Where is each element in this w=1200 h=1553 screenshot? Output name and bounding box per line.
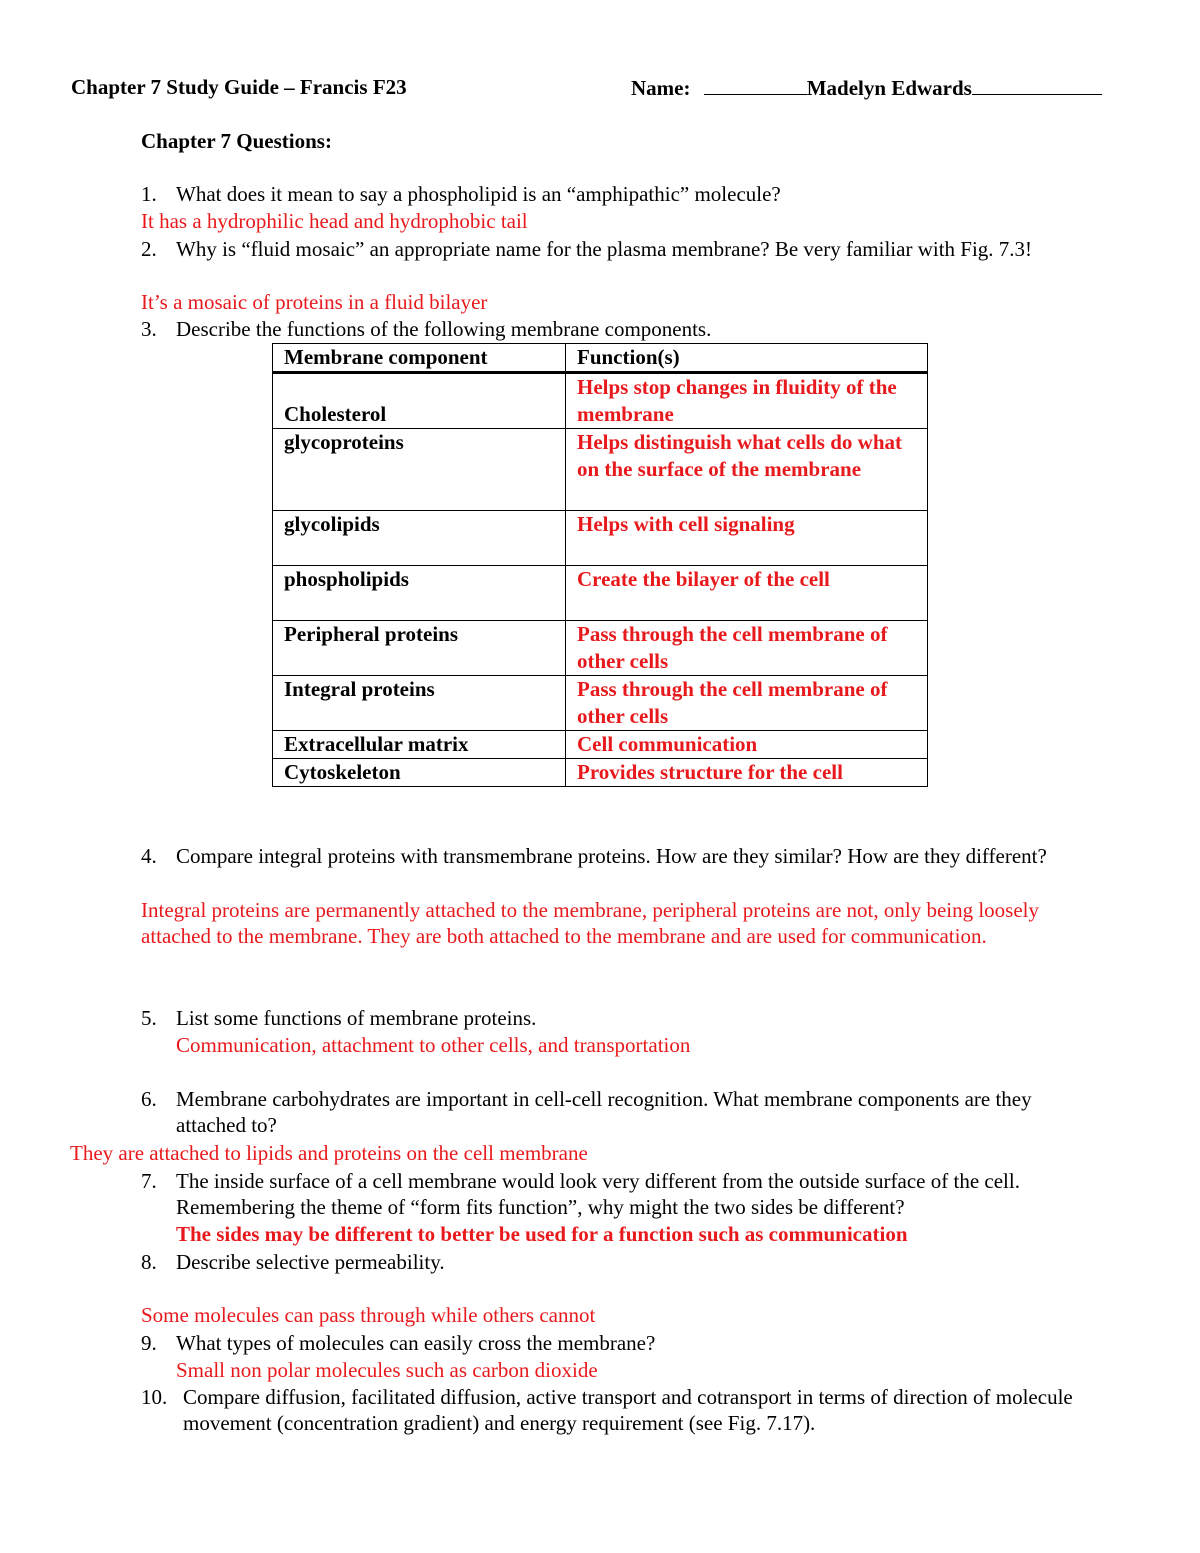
table-cell-function: Helps distinguish what cells do what on the surface of the membrane — [566, 429, 928, 511]
table-cell-function: Helps stop changes in fluidity of the membrane — [566, 373, 928, 429]
table-row — [273, 566, 928, 621]
section-title: Chapter 7 Questions: — [141, 129, 332, 153]
table-header-row — [273, 344, 928, 373]
name-underline-right — [972, 74, 1102, 95]
answer-2: It’s a mosaic of proteins in a fluid bilayer — [141, 290, 488, 314]
answer-6: They are attached to lipids and proteins on the cell membrane — [70, 1141, 588, 1165]
table-cell-component: Cytoskeleton — [273, 759, 566, 787]
table-cell-component: Extracellular matrix — [273, 731, 566, 759]
answer-5: Communication, attachment to other cells, and transportation — [176, 1033, 691, 1057]
answer-8: Some molecules can pass through while others cannot — [141, 1303, 596, 1327]
table-cell-function: Cell communication — [566, 731, 928, 759]
table-cell-component: glycolipids — [273, 511, 566, 566]
answer-4: Integral proteins are permanently attached to the membrane, peripheral proteins are not, only being loosely attached to the membrane. They are both attached to the membrane and are used for communication. — [141, 898, 1040, 948]
table-row — [273, 731, 928, 759]
table-cell-function: Provides structure for the cell — [566, 759, 928, 787]
table-header-function: Function(s) — [566, 344, 928, 373]
table-row — [273, 676, 928, 731]
name-field[interactable] — [631, 74, 1102, 101]
answer-7: The sides may be different to better be used for a function such as communication — [176, 1222, 908, 1246]
table-cell-function: Pass through the cell membrane of other cells — [566, 676, 928, 731]
name-label: Name: — [631, 76, 691, 100]
table-cell-component: glycoproteins — [273, 429, 566, 511]
table-cell-function: Create the bilayer of the cell — [566, 566, 928, 621]
answer-1: It has a hydrophilic head and hydrophobic tail — [141, 209, 528, 233]
table-row — [273, 759, 928, 787]
table-row — [273, 621, 928, 676]
name-value: Madelyn Edwards — [806, 76, 972, 100]
table-cell-function: Helps with cell signaling — [566, 511, 928, 566]
table-cell-component: Integral proteins — [273, 676, 566, 731]
table-row — [273, 511, 928, 566]
table-cell-component: phospholipids — [273, 566, 566, 621]
table-cell-component: Cholesterol — [273, 373, 566, 429]
table-header-component: Membrane component — [273, 344, 566, 373]
table-row — [273, 429, 928, 511]
table-cell-function: Pass through the cell membrane of other cells — [566, 621, 928, 676]
name-underline-left — [704, 74, 807, 95]
membrane-components-table — [272, 343, 928, 787]
answer-9: Small non polar molecules such as carbon dioxide — [176, 1358, 598, 1382]
document-title: Chapter 7 Study Guide – Francis F23 — [71, 75, 407, 99]
table-cell-component: Peripheral proteins — [273, 621, 566, 676]
table-row — [273, 373, 928, 429]
